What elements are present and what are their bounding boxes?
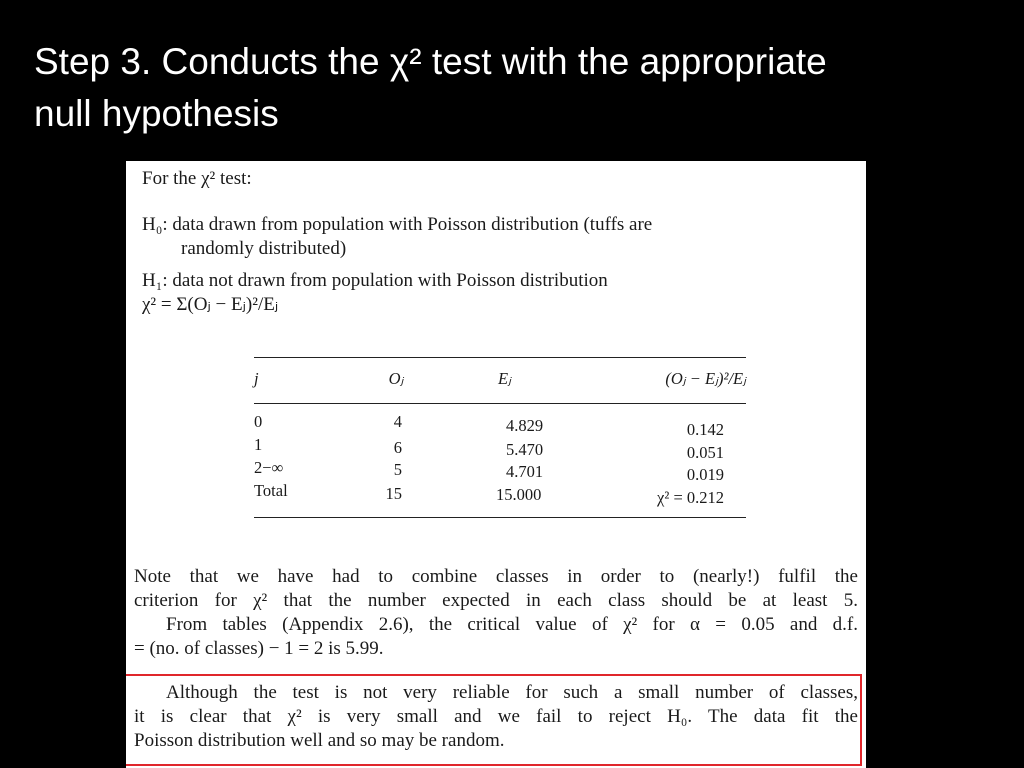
table-cell-j: 2−∞ [254, 458, 284, 477]
table-cell-expected: 5.470 [506, 440, 544, 459]
slide-title [34, 36, 994, 140]
table-cell-observed: 4 [393, 412, 402, 431]
note-line-3: From tables (Appendix 2.6), the critical value of χ² for α = 0.05 and d.f. [166, 614, 858, 635]
test-heading: For the χ² test: [142, 168, 252, 189]
table-header-rule [254, 403, 746, 404]
note-line-1: Note that we have had to combine classes in order to (nearly!) fulfil the [134, 566, 858, 587]
null-hypothesis-line-1: H₀: data drawn from population with Poisson distribution (tuffs are [142, 214, 653, 235]
conclusion-line-1: Although the test is not very reliable for such a small number of classes, [166, 682, 858, 703]
table-header-observed: Oⱼ [388, 369, 404, 388]
table-header-expected: Eⱼ [498, 369, 511, 388]
note-line-2: criterion for χ² that the number expected in each class should be at least 5. [134, 590, 858, 611]
table-cell-expected: 4.829 [506, 416, 544, 435]
table-cell-contribution: 0.142 [686, 420, 724, 439]
scanned-textbook-page [126, 161, 866, 768]
table-top-rule [254, 357, 746, 358]
table-cell-expected: 4.701 [506, 462, 544, 481]
table-cell-contribution: 0.051 [686, 443, 724, 462]
conclusion-line-3: Poisson distribution well and so may be random. [134, 730, 505, 751]
table-header-contribution: (Oⱼ − Eⱼ)²/Eⱼ [665, 369, 746, 388]
table-cell-contribution: 0.019 [686, 465, 724, 484]
table-cell-j: 0 [254, 412, 263, 431]
table-bottom-rule [254, 517, 746, 518]
alternative-hypothesis: H₁: data not drawn from population with Poisson distribution [142, 270, 608, 291]
chi-square-formula: χ² = Σ(Oⱼ − Eⱼ)²/Eⱼ [142, 294, 279, 315]
conclusion-line-2: it is clear that χ² is very small and we fail to reject H₀. The data fit the [134, 706, 858, 727]
table-cell-observed: 6 [393, 438, 402, 457]
slide-title-line-2: null hypothesis [34, 93, 279, 134]
slide-title-line-1: Step 3. Conducts the χ² test with the appropriate [34, 41, 827, 82]
note-paragraph [134, 565, 858, 661]
table-cell-j: 1 [254, 435, 263, 454]
note-line-4: = (no. of classes) − 1 = 2 is 5.99. [134, 638, 384, 659]
table-header-j: j [254, 369, 259, 388]
conclusion-paragraph [134, 681, 858, 753]
table-cell-observed: 5 [393, 460, 402, 479]
table-cell-observed: 15 [385, 484, 402, 503]
table-cell-expected: 15.000 [496, 485, 542, 504]
table-cell-contribution: χ² = 0.212 [657, 488, 724, 507]
null-hypothesis-line-2: randomly distributed) [181, 238, 347, 259]
table-cell-j: Total [254, 481, 288, 500]
